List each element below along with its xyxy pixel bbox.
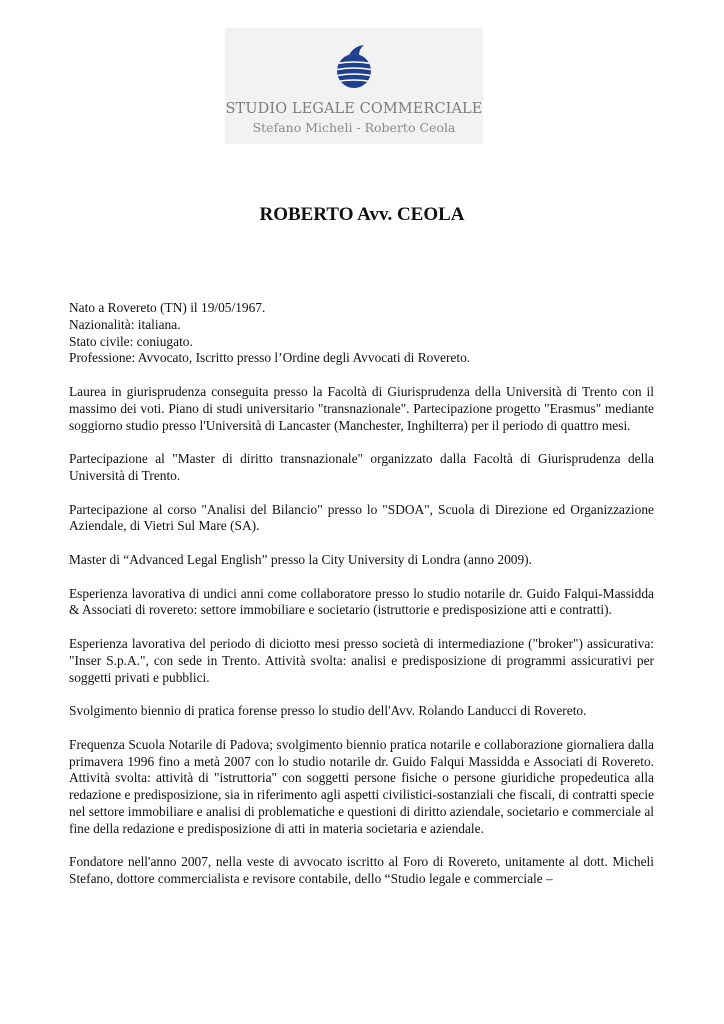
notary-school-paragraph: Frequenza Scuola Notarile di Padova; svolgimento biennio pratica notarile e collaborazione giornaliera dalla primavera 1996 fino a metà 2007 con lo studio notarile dr. Guido Falqui Massidda e Associati di Rovereto. Attività svolta: attività di "istruttoria" con soggetti persone fisiche o persone giuridiche propedeutica alla redazione e predisposizione, sia in riferimento agli aspetti civilistici-sostanziali che fiscali, di contratti specie nel settore immobiliare e analisi di problematiche e questioni di diritto aziendale, societario e commerciale al fine della redazione e predisposizione di atti in materia societaria e aziendale. xyxy=(69,736,654,836)
firm-name: STUDIO LEGALE COMMERCIALE xyxy=(225,101,483,117)
page-title: ROBERTO Avv. CEOLA xyxy=(259,204,465,225)
notary-experience-paragraph: Esperienza lavorativa di undici anni come collaboratore presso lo studio notarile dr. Guido Falqui-Massidda & Associati di rovereto: settore immobiliare e societario (istruttorie e predisposizione atti e contratti). xyxy=(69,585,654,618)
profession-info: Professione: Avvocato, Iscritto presso l’Ordine degli Avvocati di Rovereto. xyxy=(69,350,471,366)
broker-experience-paragraph: Esperienza lavorativa del periodo di diciotto mesi presso società di intermediazione ("broker") assicurativa: "Inser S.p.A.", con sede in Trento. Attività svolta: analisi e predisposizione di programmi assicurativi per soggetti privati e pubblici. xyxy=(69,635,654,685)
legal-english-paragraph: Master di “Advanced Legal English” presso la City University di Londra (anno 2009). xyxy=(69,551,532,567)
firm-partners: Stefano Micheli - Roberto Ceola xyxy=(252,120,456,135)
education-paragraph: Laurea in giurisprudenza conseguita presso la Facoltà di Giurisprudenza della Università di Trento con il massimo dei voti. Piano di studi universitario "transnazionale". Partecipazione progetto "Erasmus" mediante soggiorno studio presso l'Università di Lancaster (Manchester, Inghilterra) per il periodo di quattro mesi. xyxy=(69,383,654,433)
course-paragraph: Partecipazione al corso "Analisi del Bilancio" presso lo "SDOA", Scuola di Direzione ed Organizzazione Aziendale, di Vietri Sul Mare (SA). xyxy=(69,501,654,534)
master-paragraph: Partecipazione al "Master di diritto transnazionale" organizzato dalla Facoltà di Giurisprudenza della Università di Trento. xyxy=(69,451,654,483)
nationality-info: Nazionalità: italiana. xyxy=(69,316,181,332)
civil-status-info: Stato civile: coniugato. xyxy=(69,333,193,349)
birth-info: Nato a Rovereto (TN) il 19/05/1967. xyxy=(69,300,266,315)
globe-logo-icon xyxy=(334,44,376,90)
founder-paragraph: Fondatore nell'anno 2007, nella veste di avvocato iscritto al Foro di Rovereto, unitamente al dott. Micheli Stefano, dottore commercialista e revisore contabile, dello “Studio legale e commerciale – xyxy=(69,854,654,887)
cv-body xyxy=(69,300,654,905)
forensic-practice-paragraph: Svolgimento biennio di pratica forense presso lo studio dell'Avv. Rolando Landucci di Rovereto. xyxy=(69,703,587,719)
